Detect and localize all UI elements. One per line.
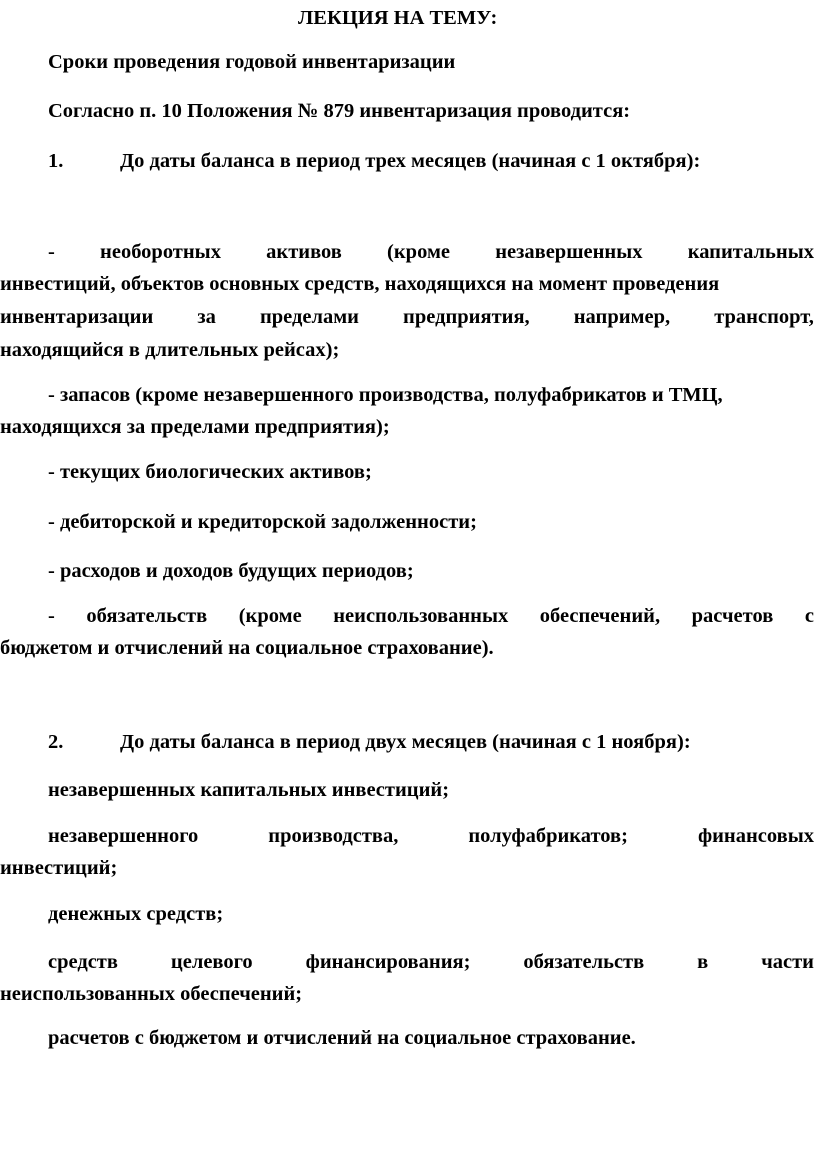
s2-item2-line2: инвестиций; bbox=[0, 857, 118, 879]
section-1-number: 1. bbox=[48, 150, 64, 172]
document-subtitle: Сроки проведения годовой инвентаризации bbox=[48, 51, 456, 73]
word: в bbox=[697, 951, 709, 973]
s1-item3: - текущих биологических активов; bbox=[48, 461, 372, 483]
word: обязательств bbox=[86, 605, 208, 627]
word: - bbox=[48, 241, 55, 263]
page-title: ЛЕКЦИЯ НА ТЕМУ: bbox=[298, 7, 498, 29]
s1-item1-line2: инвестиций, объектов основных средств, находящихся на момент проведения bbox=[0, 273, 720, 295]
word: инвентаризации bbox=[0, 306, 154, 328]
section-2-number: 2. bbox=[48, 731, 64, 753]
section-2-heading-text: До даты баланса в период двух месяцев (начиная с 1 ноября): bbox=[120, 731, 691, 753]
word: финансирования; bbox=[305, 951, 471, 973]
word: - bbox=[48, 605, 55, 627]
word: (кроме bbox=[387, 241, 451, 263]
s1-item1-line1 bbox=[0, 240, 816, 264]
word: активов bbox=[266, 241, 342, 263]
word: незавершенных bbox=[495, 241, 643, 263]
intro-paragraph: Согласно п. 10 Положения № 879 инвентаризация проводится: bbox=[48, 100, 631, 122]
s1-item6-line2: бюджетом и отчислений на социальное страхование). bbox=[0, 637, 494, 659]
section-1-heading-text: До даты баланса в период трех месяцев (начиная с 1 октября): bbox=[120, 150, 701, 172]
word: предприятия, bbox=[403, 306, 530, 328]
word: незавершенного bbox=[48, 825, 199, 847]
s1-item1-line4: находящийся в длительных рейсах); bbox=[0, 339, 340, 361]
s1-item2-line2: находящихся за пределами предприятия); bbox=[0, 416, 390, 438]
word: с bbox=[804, 605, 814, 627]
word: полуфабрикатов; bbox=[468, 825, 628, 847]
s2-item2-line1 bbox=[0, 824, 816, 848]
s2-item4-line1 bbox=[0, 950, 816, 974]
s2-item1: незавершенных капитальных инвестиций; bbox=[48, 779, 450, 801]
word: расчетов bbox=[691, 605, 774, 627]
s2-item3: денежных средств; bbox=[48, 903, 224, 925]
word: транспорт, bbox=[714, 306, 814, 328]
word: неиспользованных bbox=[333, 605, 509, 627]
word: необоротных bbox=[100, 241, 221, 263]
word: производства, bbox=[268, 825, 399, 847]
word: капитальных bbox=[687, 241, 814, 263]
s1-item4: - дебиторской и кредиторской задолженности; bbox=[48, 511, 477, 533]
word: средств bbox=[48, 951, 118, 973]
section-2-heading bbox=[48, 730, 691, 754]
word: за bbox=[197, 306, 216, 328]
word: обязательств bbox=[523, 951, 645, 973]
word: например, bbox=[573, 306, 671, 328]
section-1-heading bbox=[48, 149, 700, 173]
word: финансовых bbox=[697, 825, 814, 847]
s1-item2-line1: - запасов (кроме незавершенного производства, полуфабрикатов и ТМЦ, bbox=[48, 384, 723, 406]
word: обеспечений, bbox=[539, 605, 661, 627]
word: (кроме bbox=[238, 605, 302, 627]
word: пределами bbox=[259, 306, 359, 328]
s2-item5: расчетов с бюджетом и отчислений на социальное страхование. bbox=[48, 1027, 636, 1049]
s1-item6-line1 bbox=[0, 604, 816, 628]
s2-item4-line2: неиспользованных обеспечений; bbox=[0, 983, 303, 1005]
word: части bbox=[761, 951, 814, 973]
s1-item5: - расходов и доходов будущих периодов; bbox=[48, 560, 414, 582]
s1-item1-line3 bbox=[0, 305, 816, 329]
word: целевого bbox=[170, 951, 253, 973]
